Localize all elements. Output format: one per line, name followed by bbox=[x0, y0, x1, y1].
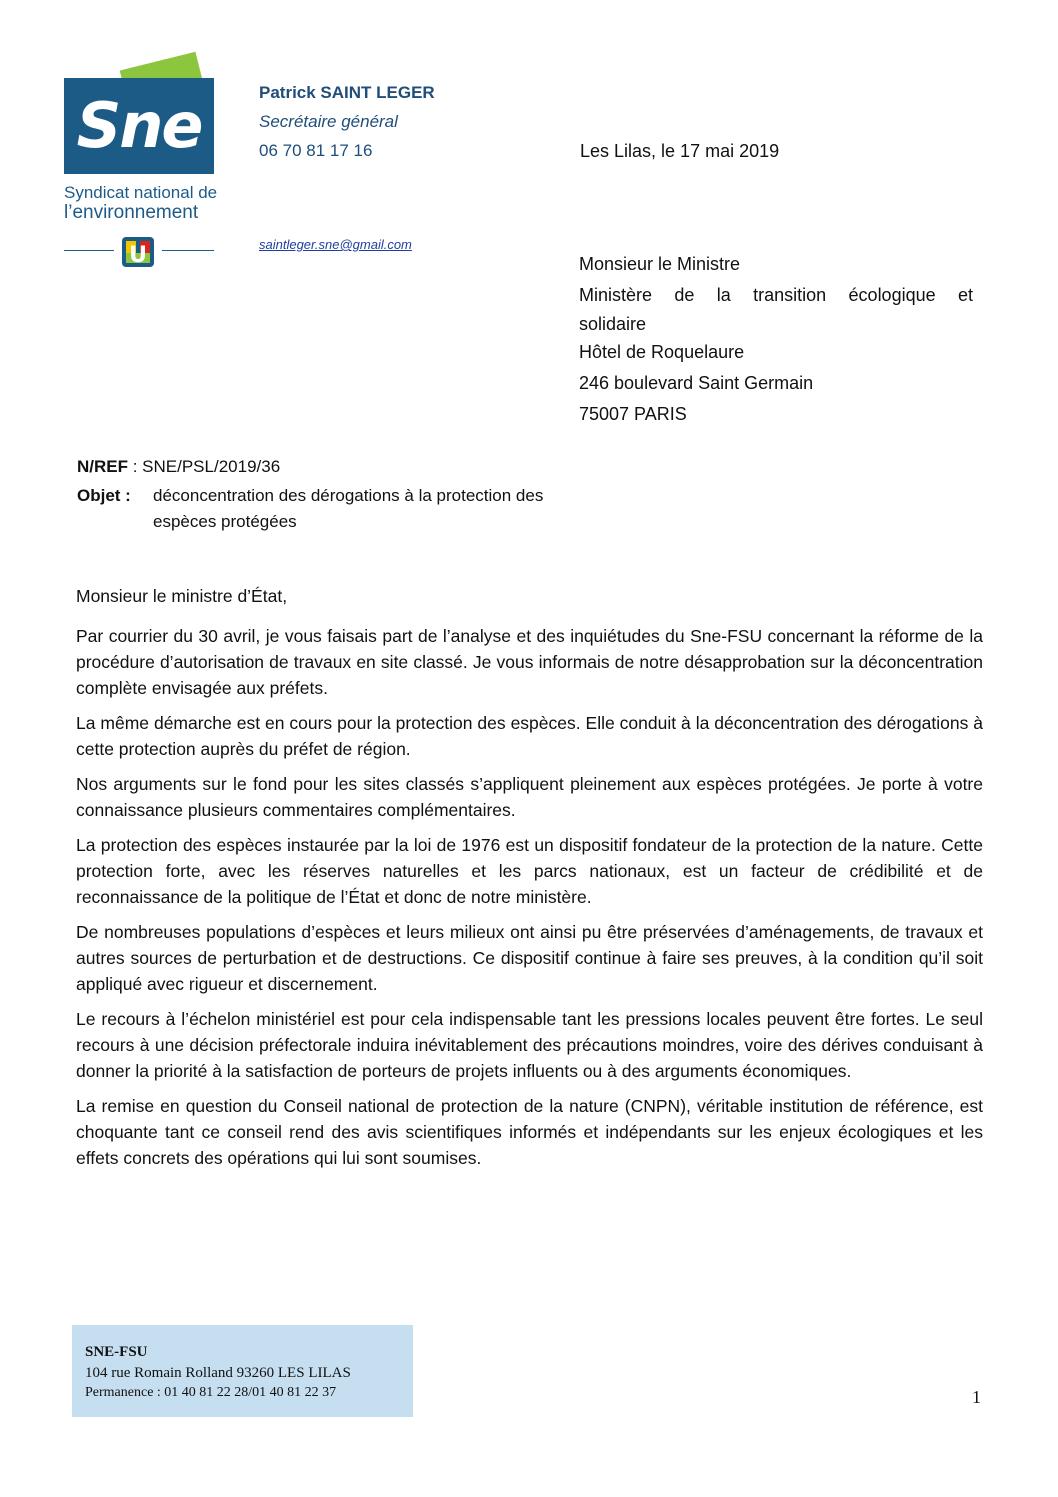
recipient-line: Ministère de la transition écologique et bbox=[579, 285, 973, 305]
recipient-line: Monsieur le Ministre bbox=[579, 254, 741, 274]
greeting: Monsieur le ministre d’État, bbox=[76, 586, 288, 606]
logo-wordmark: Sne bbox=[76, 89, 202, 162]
sender-email-link[interactable]: saintleger.sne@gmail.com bbox=[259, 237, 412, 252]
body-paragraph: De nombreuses populations d’espèces et leurs milieux ont ainsi pu être préservées d’aménagements, de travaux et autres sources de perturbation et de destructions. Ce dispositif continue à faire ses preuves, à la condition qu’il soit appliqué avec rigueur et discernement. bbox=[76, 922, 983, 994]
subject-label: Objet : bbox=[77, 486, 131, 505]
footer-org: SNE-FSU bbox=[85, 1344, 148, 1360]
logo-divider-left bbox=[64, 250, 114, 251]
logo-subtitle bbox=[64, 183, 224, 223]
recipient-line: 75007 PARIS bbox=[579, 404, 687, 424]
page-number: 1 bbox=[972, 1387, 981, 1407]
reference-value: : SNE/PSL/2019/36 bbox=[128, 457, 281, 476]
union-logo-icon bbox=[120, 235, 156, 269]
footer-contact-box bbox=[72, 1325, 413, 1417]
recipient-address bbox=[579, 249, 973, 430]
sender-name: Patrick SAINT LEGER bbox=[259, 83, 435, 102]
body-paragraph: Nos arguments sur le fond pour les sites classés s’appliquent pleinement aux espèces protégées. Je porte à votre connaissance plusieurs commentaires complémentaires. bbox=[76, 774, 983, 820]
footer-address: 104 rue Romain Rolland 93260 LES LILAS bbox=[85, 1365, 351, 1381]
recipient-line: Hôtel de Roquelaure bbox=[579, 342, 745, 362]
union-mark-letter: U bbox=[129, 243, 147, 268]
body-paragraph: La remise en question du Conseil national de protection de la nature (CNPN), véritable institution de référence, est choquante tant ce conseil rend des avis scientifiques informés et indépendants sur les enjeux écologiques et les effets concrets des opérations qui lui sont soumises. bbox=[76, 1096, 983, 1168]
footer-phone: Permanence : 01 40 81 22 28/01 40 81 22 37 bbox=[85, 1385, 337, 1400]
subject-line bbox=[77, 483, 597, 535]
body-paragraph: Par courrier du 30 avril, je vous faisais part de l’analyse et des inquiétudes du Sne-FSU concernant la réforme de la procédure d’autorisation de travaux en site classé. Je vous informais de notre désapprobation sur la déconcentration complète envisagée aux préfets. bbox=[76, 626, 983, 698]
logo-divider-right bbox=[162, 250, 214, 251]
recipient-line: 246 boulevard Saint Germain bbox=[579, 373, 814, 393]
reference-label: N/REF bbox=[77, 457, 128, 476]
letter-body bbox=[76, 583, 983, 1180]
sender-phone: 06 70 81 17 16 bbox=[259, 141, 373, 160]
logo-subtitle-line2: l’environnement bbox=[64, 202, 199, 223]
reference-line bbox=[77, 457, 280, 477]
recipient-line: solidaire bbox=[579, 314, 647, 334]
letter-date: Les Lilas, le 17 mai 2019 bbox=[580, 141, 780, 161]
subject-text: déconcentration des dérogations à la protection des espèces protégées bbox=[153, 486, 544, 531]
body-paragraph: Le recours à l’échelon ministériel est pour cela indispensable tant les pressions locales peuvent être fortes. Le seul recours à une décision préfectorale induira inévitablement des précautions moindres, voire des dérives conduisant à donner la priorité à la satisfaction de porteurs de projets influents ou à des arguments économiques. bbox=[76, 1009, 983, 1081]
logo-subtitle-line1: Syndicat national de bbox=[64, 183, 218, 202]
body-paragraph: La protection des espèces instaurée par la loi de 1976 est un dispositif fondateur de la protection de la nature. Cette protection forte, avec les réserves naturelles et les parcs nationaux, est un facteur de crédibilité et de reconnaissance de la politique de l’État et donc de notre ministère. bbox=[76, 835, 983, 907]
sender-role: Secrétaire général bbox=[259, 112, 398, 131]
body-paragraph: La même démarche est en cours pour la protection des espèces. Elle conduit à la déconcentration des dérogations à cette protection auprès du préfet de région. bbox=[76, 713, 983, 759]
